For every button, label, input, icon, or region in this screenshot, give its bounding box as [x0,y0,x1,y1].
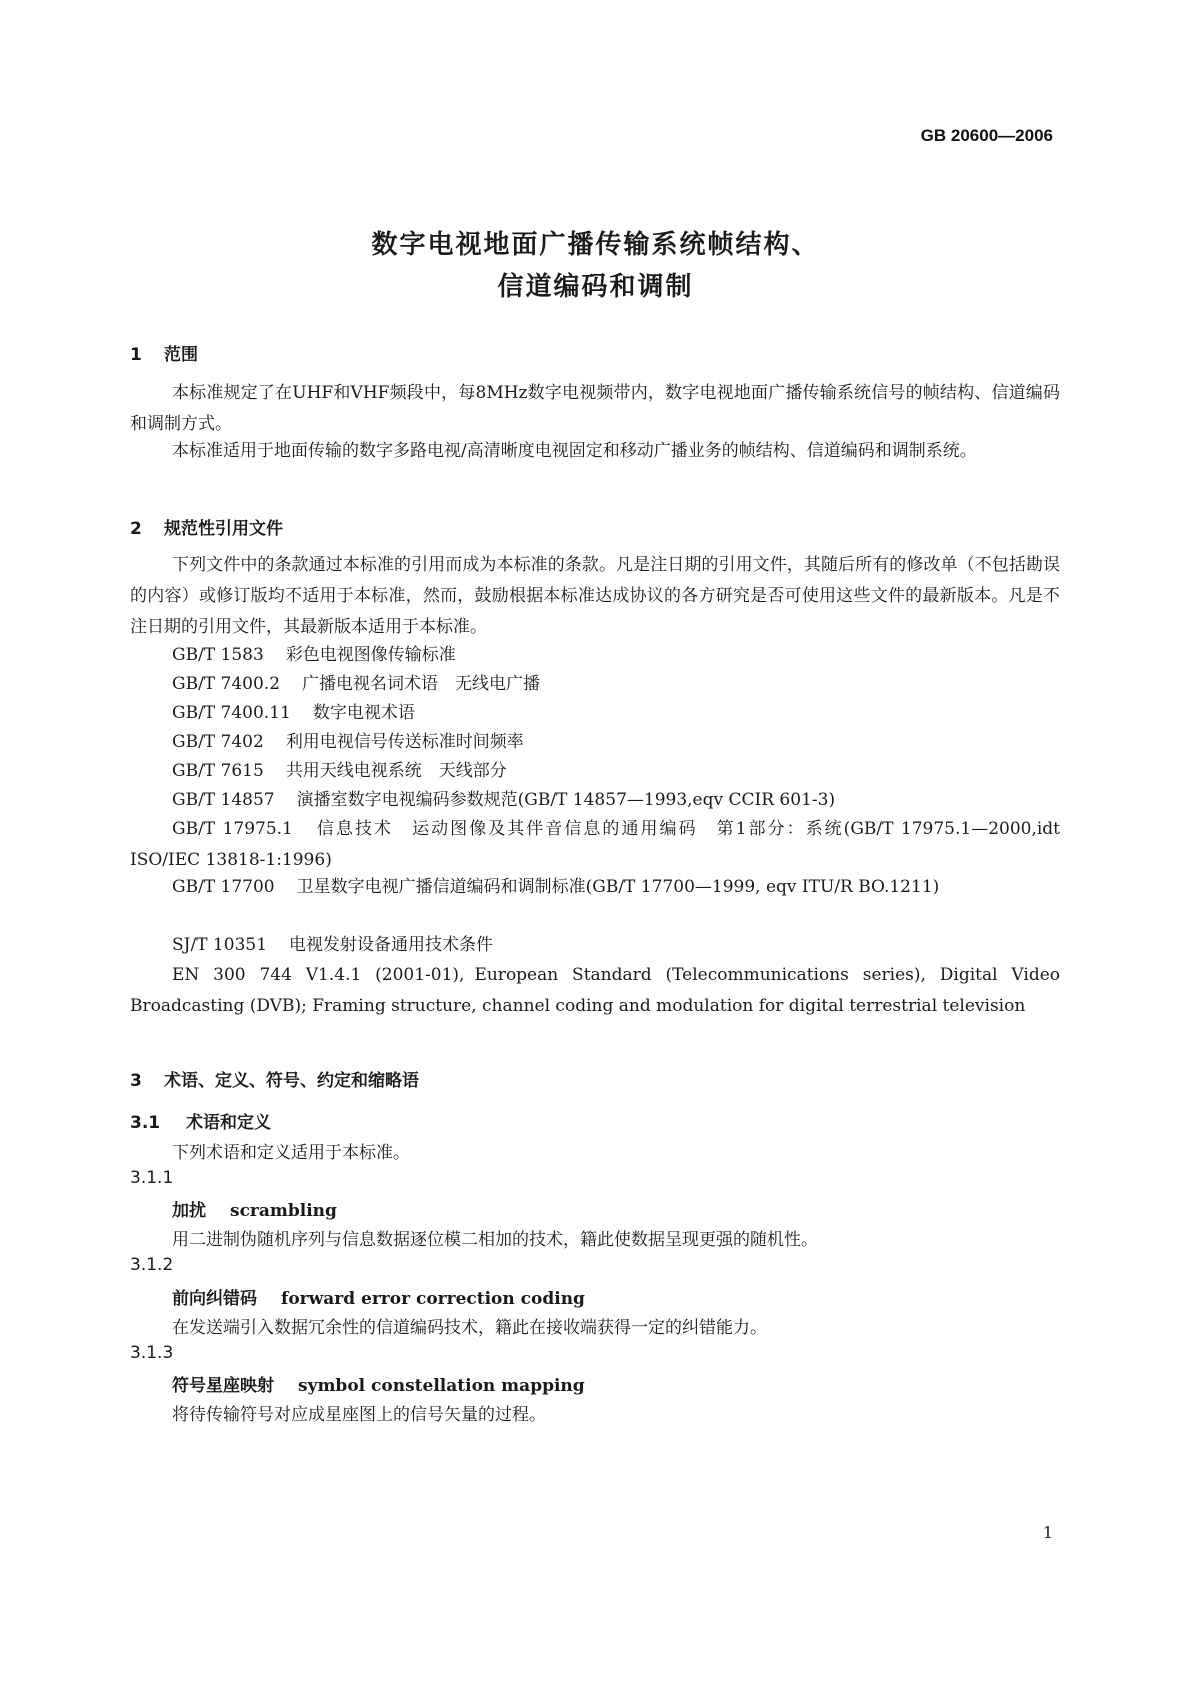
section-1-paragraph-2: 本标准适用于地面传输的数字多路电视/高清晰度电视固定和移动广播业务的帧结构、信道编码和调制系统。 [172,441,977,461]
term-entry [172,1284,585,1309]
reference-code: GB/T 1583 [172,645,264,665]
reference-item [130,640,1060,671]
reference-code: GB/T 7402 [172,732,264,752]
title-line-1: 数字电视地面广播传输系统帧结构、 [371,230,820,260]
page-number: 1 [1042,1523,1053,1542]
standard-code: GB 20600—2006 [920,126,1053,145]
section-title: 术语、定义、符号、约定和缩略语 [164,1071,419,1091]
reference-item [130,960,1060,1022]
subsection-title: 术语和定义 [186,1113,271,1133]
term-number: 3.1.2 [130,1255,174,1275]
subsection-number: 3.1 [130,1113,161,1133]
subsection-3-1-heading [130,1108,271,1133]
reference-code: GB/T 14857 [172,790,275,810]
term-english: forward error correction coding [281,1289,585,1309]
reference-code: GB/T 7400.11 [172,703,291,723]
reference-item [130,669,1060,700]
section-1-heading [130,340,198,365]
reference-title: 数字电视术语 [312,703,415,723]
subsection-intro: 下列术语和定义适用于本标准。 [172,1143,410,1163]
section-number: 3 [130,1071,142,1091]
reference-item [130,727,1060,758]
reference-title: 电视发射设备通用技术条件 [289,935,494,955]
term-number: 3.1.1 [130,1168,174,1188]
reference-code: GB/T 7400.2 [172,674,281,694]
reference-title: 卫星数字电视广播信道编码和调制标准(GB/T 17700—1999, eqv ITU/R BO.1211) [296,877,940,897]
reference-title: 彩色电视图像传输标准 [285,645,456,665]
term-chinese: 前向纠错码 [172,1289,257,1309]
term-chinese: 符号星座映射 [172,1376,274,1396]
section-number: 2 [130,519,142,539]
section-title: 规范性引用文件 [164,519,283,539]
term-english: symbol constellation mapping [298,1376,585,1396]
reference-item [130,872,1060,903]
reference-code: GB/T 7615 [172,761,264,781]
reference-code: SJ/T 10351 [172,935,268,955]
term-definition: 将待传输符号对应成星座图上的信号矢量的过程。 [172,1405,546,1425]
reference-code: EN 300 744 V1.4.1 (2001-01), [172,965,465,985]
term-english: scrambling [230,1201,337,1221]
reference-code: GB/T 17975.1 [172,819,293,839]
reference-title: 演播室数字电视编码参数规范(GB/T 14857—1993,eqv CCIR 601-3) [296,790,836,810]
reference-code: GB/T 17700 [172,877,275,897]
reference-item [130,698,1060,729]
term-entry [172,1371,585,1396]
reference-item [130,785,1060,816]
term-number: 3.1.3 [130,1343,174,1363]
section-number: 1 [130,345,142,365]
section-1-paragraph-1: 本标准规定了在UHF和VHF频段中，每8MHz数字电视频带内，数字电视地面广播传输系统信号的帧结构、信道编码和调制方式。 [130,383,1060,434]
document-title [0,224,1191,308]
reference-title: 广播电视名词术语 无线电广播 [302,674,541,694]
section-2-intro: 下列文件中的条款通过本标准的引用而成为本标准的条款。凡是注日期的引用文件，其随后所有的修改单（不包括勘误的内容）或修订版均不适用于本标准，然而，鼓励根据本标准达成协议的各方研究是否可使用这些文件的最新版本。凡是不注日期的引用文件，其最新版本适用于本标准。 [130,555,1060,637]
reference-item [130,756,1060,787]
term-definition: 在发送端引入数据冗余性的信道编码技术，籍此在接收端获得一定的纠错能力。 [172,1318,767,1338]
reference-item [130,814,1060,876]
reference-item [130,930,1060,961]
section-title: 范围 [164,345,198,365]
term-chinese: 加扰 [172,1201,206,1221]
section-2-heading [130,514,283,539]
reference-title: 共用天线电视系统 天线部分 [285,761,507,781]
reference-title: European Standard (Telecommunications series), Digital Video Broadcasting (DVB); Framing structure, channel coding and modulation for digital terrestrial television [130,965,1060,1016]
title-line-2: 信道编码和调制 [497,272,694,302]
term-definition: 用二进制伪随机序列与信息数据逐位模二相加的技术，籍此使数据呈现更强的随机性。 [172,1230,818,1250]
term-entry [172,1196,337,1221]
reference-title: 利用电视信号传送标准时间频率 [285,732,524,752]
section-3-heading [130,1066,419,1091]
reference-title: 信息技术 运动图像及其伴音信息的通用编码 第1部分：系统(GB/T 17975.1—2000,idt ISO/IEC 13818-1:1996) [130,819,1061,870]
